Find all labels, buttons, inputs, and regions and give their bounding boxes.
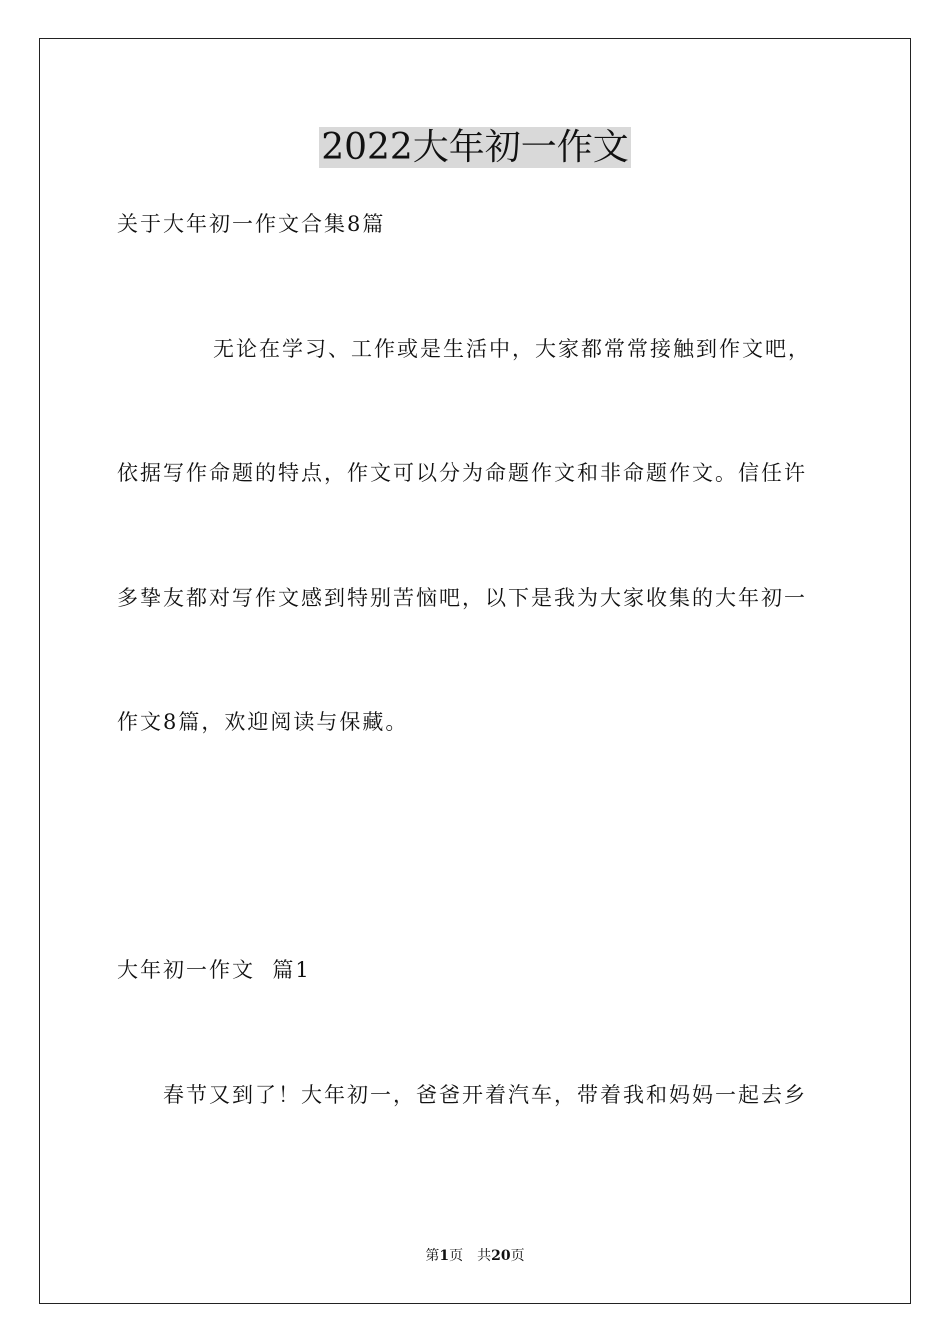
page-footer	[0, 1246, 950, 1266]
document-title	[0, 126, 950, 170]
current-page-number: 1	[439, 1248, 450, 1264]
page-number-prefix: 第	[425, 1248, 440, 1264]
intro-paragraph-line: 作文8篇，欢迎阅读与保藏。	[117, 710, 409, 734]
total-pages-suffix: 页	[510, 1248, 525, 1264]
intro-paragraph-line: 无论在学习、工作或是生活中，大家都常常接触到作文吧，	[213, 337, 811, 361]
intro-paragraph-line: 依据写作命题的特点，作文可以分为命题作文和非命题作文。信任许	[117, 461, 807, 485]
total-pages-number: 20	[491, 1248, 511, 1264]
total-pages-prefix: 共	[477, 1248, 492, 1264]
intro-heading: 关于大年初一作文合集8篇	[117, 212, 386, 236]
section-heading: 大年初一作文 篇1	[117, 958, 311, 982]
intro-paragraph-line: 多挚友都对写作文感到特别苦恼吧，以下是我为大家收集的大年初一	[117, 586, 807, 610]
document-title-text: 2022大年初一作文	[321, 127, 629, 168]
section-paragraph-line: 春节又到了！大年初一，爸爸开着汽车，带着我和妈妈一起去乡	[163, 1083, 807, 1107]
page-number-suffix: 页	[449, 1248, 464, 1264]
